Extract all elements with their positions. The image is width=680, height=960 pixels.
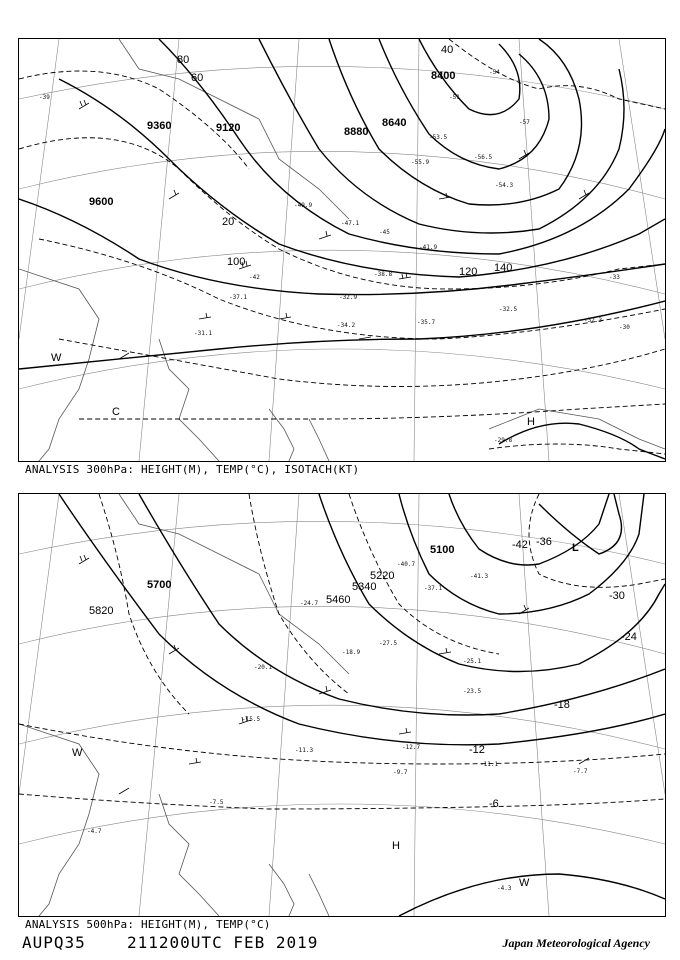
temp-label: -6	[489, 798, 499, 810]
station-obs: -37.1	[229, 294, 248, 301]
temp-label: -39	[39, 94, 50, 101]
station-obs: -9.7	[393, 769, 408, 776]
temp-label: -24	[621, 631, 637, 643]
station-obs: -7.7	[573, 768, 588, 775]
height-label: 5100	[430, 544, 455, 556]
station-obs: -55.9	[411, 159, 430, 166]
height-labels	[89, 70, 455, 208]
station-obs: -34.2	[337, 322, 356, 329]
station-obs: -24.7	[300, 600, 319, 607]
temp-label: -54	[489, 69, 500, 76]
station-obs: -25.1	[463, 658, 482, 665]
station-obs: -41.3	[470, 573, 489, 580]
warm-center-symbol: W	[72, 747, 83, 759]
station-obs: -49.9	[294, 202, 313, 209]
isotach-label: 140	[494, 262, 513, 274]
graticule	[19, 39, 665, 461]
temp-label: -57	[519, 119, 530, 126]
isotach-label: 60	[191, 72, 204, 84]
height-contours	[19, 39, 665, 459]
station-obs: -56.5	[474, 154, 493, 161]
temp-label: -42	[512, 539, 528, 551]
chart-id: AUPQ35	[22, 933, 86, 952]
station-obs: -4.3	[497, 885, 512, 892]
station-obs: -32.3	[584, 317, 603, 324]
station-obs: -4.7	[87, 828, 102, 835]
coastline	[19, 494, 349, 916]
height-label: 5340	[352, 581, 377, 593]
station-obs: -32.5	[499, 306, 518, 313]
station-obs: -38.8	[374, 271, 393, 278]
temperature-labels	[469, 536, 637, 810]
warm-center-symbol: W	[51, 352, 62, 364]
cold-center-symbol: C	[112, 406, 120, 418]
station-obs: -15.5	[242, 716, 261, 723]
height-label: 9120	[216, 122, 241, 134]
height-contours	[59, 494, 665, 916]
issue-time: 211200UTC FEB 2019	[127, 933, 319, 952]
station-obs: -32.9	[339, 294, 358, 301]
isotach-contours	[19, 39, 665, 454]
temp-label: -18	[554, 699, 570, 711]
low-center-symbol: L	[572, 542, 579, 554]
height-label: 5700	[147, 579, 172, 591]
isotach-label: 100	[227, 256, 246, 268]
station-obs: -41.9	[419, 244, 438, 251]
temperature-labels	[39, 69, 630, 331]
station-obs: -53.5	[429, 134, 448, 141]
height-label: 5820	[89, 605, 114, 617]
temp-label: -51	[449, 94, 460, 101]
height-label: 8880	[344, 126, 369, 138]
height-label: 5220	[370, 570, 395, 582]
station-obs: -12.7	[402, 744, 421, 751]
height-label: 8640	[382, 117, 407, 129]
temp-label: -36	[536, 536, 552, 548]
map-panel-500hpa	[18, 493, 666, 917]
high-center-symbol: H	[527, 416, 535, 428]
station-obs: -23.5	[463, 688, 482, 695]
temp-label: -42	[249, 274, 260, 281]
wind-barbs	[79, 100, 589, 359]
temp-label: -30	[609, 590, 625, 602]
station-obs: -35.7	[417, 319, 436, 326]
height-label: 9360	[147, 120, 172, 132]
map-panel-300hpa	[18, 38, 666, 462]
station-obs: -11.3	[295, 747, 314, 754]
station-obs: -20.1	[254, 664, 273, 671]
station-obs: -27.5	[379, 640, 398, 647]
isotach-label: 80	[177, 54, 190, 66]
station-obs: -54.3	[495, 182, 514, 189]
isotach-label: 120	[459, 266, 478, 278]
map-300hpa-canvas	[19, 39, 665, 461]
panel-500-caption: ANALYSIS 500hPa: HEIGHT(M), TEMP(°C)	[25, 918, 271, 931]
agency-credit: Japan Meteorological Agency	[502, 936, 650, 950]
temp-label: -30	[619, 324, 630, 331]
temp-label: -45	[379, 229, 390, 236]
station-obs: -18.9	[342, 649, 361, 656]
warm-center-symbol: W	[519, 877, 530, 889]
station-obs: -37.1	[424, 585, 443, 592]
panel-300-caption: ANALYSIS 300hPa: HEIGHT(M), TEMP(°C), ISOTACH(KT)	[25, 463, 360, 476]
station-obs: -7.5	[209, 799, 224, 806]
station-obs: -47.1	[341, 220, 360, 227]
map-500hpa-canvas	[19, 494, 665, 916]
station-obs: -11.1	[480, 761, 499, 768]
isotach-label: 40	[441, 44, 454, 56]
high-center-symbol: H	[392, 840, 400, 852]
height-label: 5460	[326, 594, 351, 606]
station-obs: -31.1	[194, 330, 213, 337]
temp-label: -12	[469, 744, 485, 756]
station-observations	[87, 561, 588, 892]
station-obs: -29.8	[494, 437, 513, 444]
station-obs: -40.7	[397, 561, 416, 568]
height-labels	[89, 544, 454, 617]
temp-label: -33	[609, 274, 620, 281]
height-label: 9600	[89, 196, 114, 208]
system-symbols	[51, 352, 535, 428]
station-observations	[194, 134, 602, 444]
height-label: 8400	[431, 70, 456, 82]
isotach-label: 20	[222, 216, 235, 228]
